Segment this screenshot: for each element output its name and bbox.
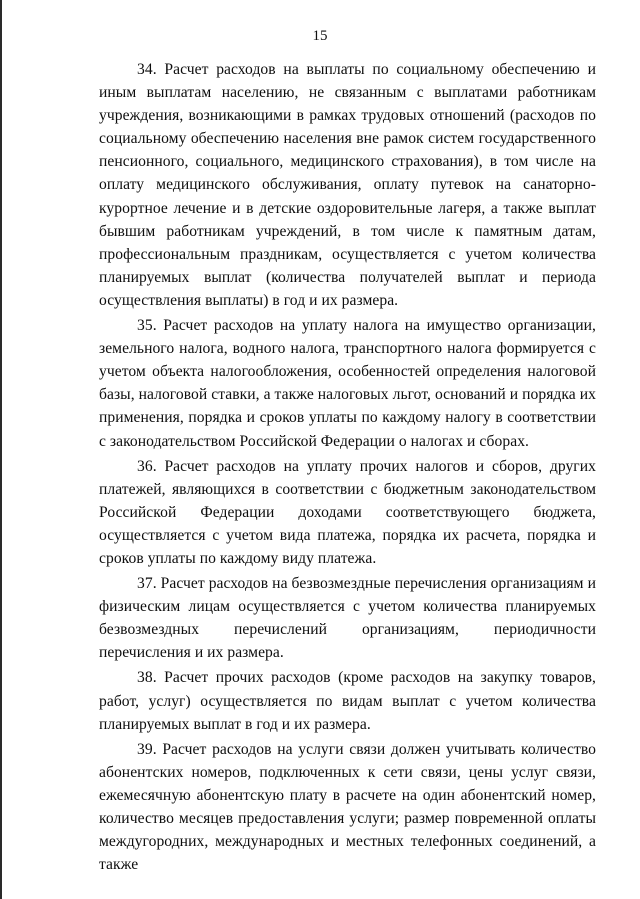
document-body bbox=[99, 58, 596, 878]
page-number: 15 bbox=[312, 28, 328, 44]
paragraph-36: 36. Расчет расходов на уплату прочих налогов и сборов, других платежей, являющихся в соответствии с бюджетным законодательством Российской Федерации доходами соответствующего бюджета, осуществляется с учетом вида платежа, порядка их расчета, порядка и сроков уплаты по каждому виду платежа. bbox=[99, 457, 596, 567]
paragraph-39: 39. Расчет расходов на услуги связи должен учитывать количество абонентских номеров, подключенных к сети связи, цены услуг связи, ежемесячную абонентскую плату в расчете на один абонентский номер, количество месяцев предоставления услуги; размер повременной оплаты междугородних, международных и местных телефонных соединений, а также bbox=[99, 740, 596, 874]
paragraph-38: 38. Расчет прочих расходов (кроме расходов на закупку товаров, работ, услуг) осуществляется по видам выплат с учетом количества планируемых выплат в год и их размера. bbox=[99, 669, 596, 733]
paragraph-35: 35. Расчет расходов на уплату налога на имущество организации, земельного налога, водного налога, транспортного налога формируется с учетом объекта налогообложения, особенностей определения налоговой базы, налоговой ставки, а также налоговых льгот, оснований и порядка их применения, порядка и сроков уплаты по каждому налогу в соответствии с законодательством Российской Федерации о налогах и сборах. bbox=[99, 317, 596, 450]
paragraph-34: 34. Расчет расходов на выплаты по социальному обеспечению и иным выплатам населению, не связанным с выплатами работникам учреждения, возникающими в рамках трудовых отношений (расходов по социальному обеспечению населения вне рамок систем государственного пенсионного, социального, медицинского страхования), в том числе на оплату медицинского обслуживания, оплату путевок на санаторно-курортное лечение и в детские оздоровительные лагеря, а также выплат бывшим работникам учреждений, в том числе к памятным датам, профессиональным праздникам, осуществляется с учетом количества планируемых выплат (количества получателей выплат и периода осуществления выплаты) в год и их размера. bbox=[99, 61, 596, 309]
paragraph-37: 37. Расчет расходов на безвозмездные перечисления организациям и физическим лицам осуществляется с учетом количества планируемых безвозмездных перечислений организациям, периодичности перечисления и их размера. bbox=[99, 575, 596, 662]
